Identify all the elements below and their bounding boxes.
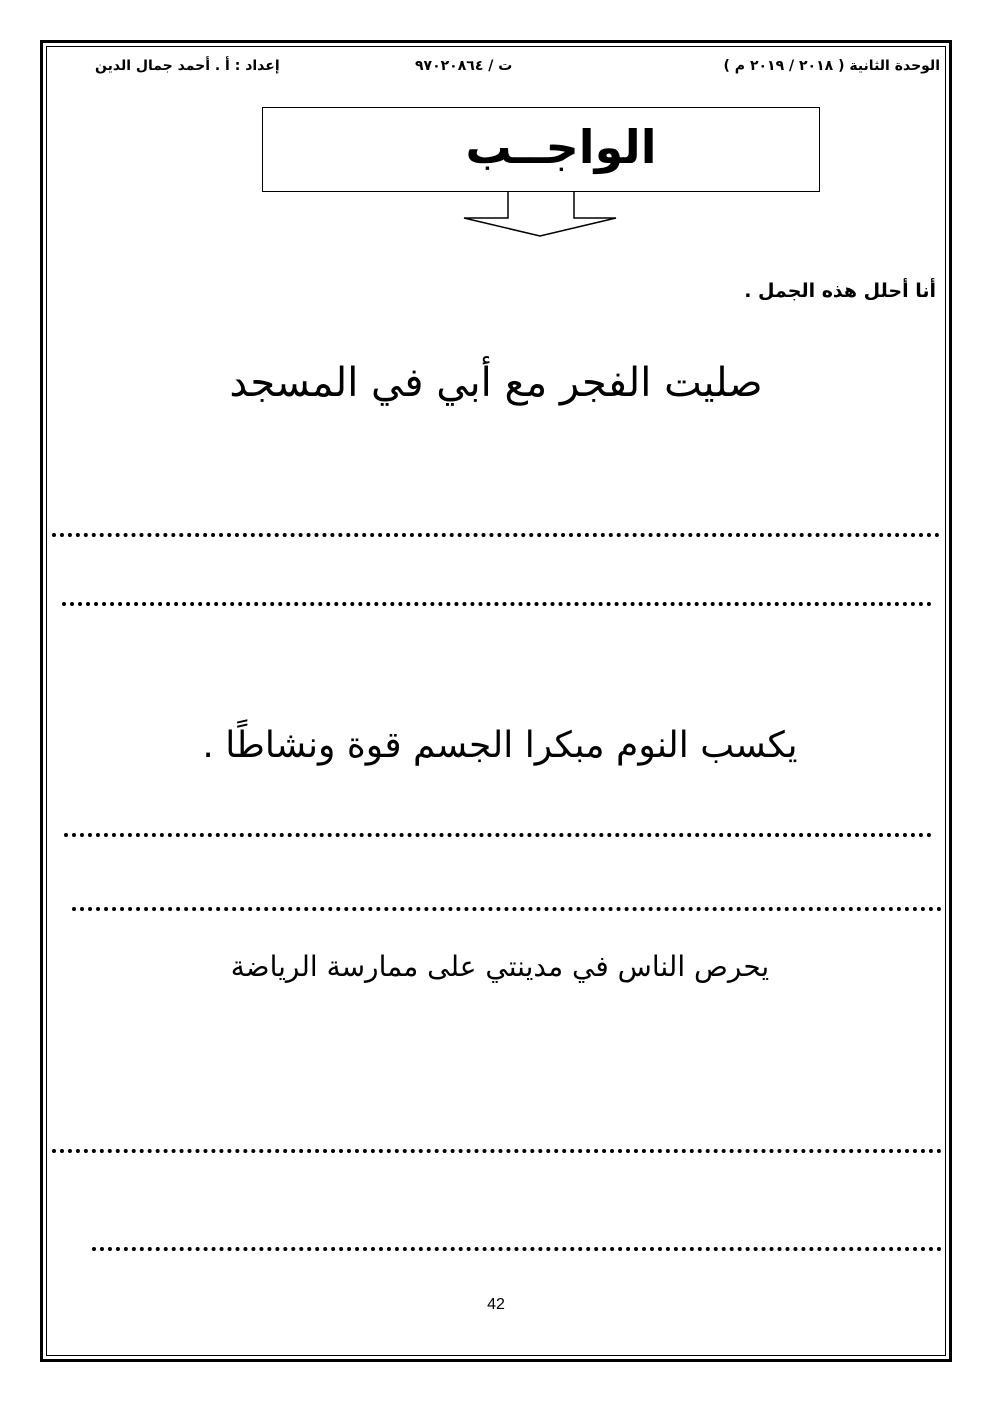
header-author: إعداد : أ . أحمد جمال الدين bbox=[95, 58, 280, 74]
page-border-inner bbox=[46, 46, 946, 1356]
answer-line bbox=[72, 907, 942, 911]
title-box bbox=[262, 107, 820, 192]
answer-line bbox=[62, 602, 932, 606]
answer-line bbox=[52, 533, 940, 537]
page-title: الواجــب bbox=[465, 119, 657, 174]
instruction-text: أنا أحلل هذه الجمل . bbox=[744, 280, 936, 302]
header-unit: الوحدة الثانية ( ٢٠١٨ / ٢٠١٩ م ) bbox=[723, 58, 940, 74]
page-number: 42 bbox=[487, 1296, 505, 1313]
header-phone: ت / ٩٧٠٢٠٨٦٤ bbox=[415, 58, 513, 74]
answer-line bbox=[52, 1149, 942, 1153]
down-arrow-icon bbox=[462, 192, 622, 238]
sentence-3: يحرص الناس في مدينتي على ممارسة الرياضة bbox=[230, 950, 770, 983]
answer-line bbox=[64, 833, 932, 837]
sentence-2: يكسب النوم مبكرا الجسم قوة ونشاطًا . bbox=[202, 725, 798, 766]
answer-line bbox=[92, 1247, 942, 1251]
sentence-1: صليت الفجر مع أبي في المسجد bbox=[229, 360, 763, 406]
